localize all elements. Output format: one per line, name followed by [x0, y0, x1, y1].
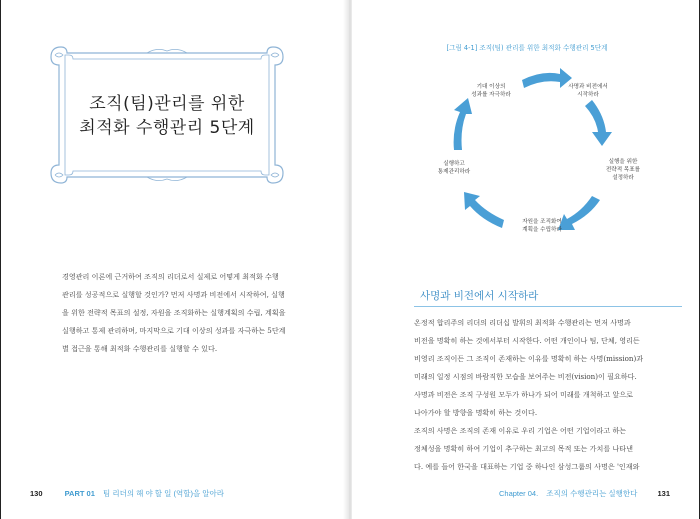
left-page	[0, 0, 348, 519]
page-number: 131	[657, 489, 670, 498]
right-page	[352, 0, 700, 519]
step-3-label: 자원을 조직화여 계획을 수립하라	[522, 219, 562, 233]
chapter-label: Chapter 04.	[498, 489, 539, 498]
title-frame	[47, 45, 287, 185]
left-folio	[30, 488, 224, 499]
chapter-running-title: 조직의 수행관리는 실행한다	[546, 489, 638, 498]
intro-paragraph: 경영관리 이론에 근거하여 조직의 리더로서 실제로 어떻게 최적화 수행 관리를 성공적으로 실행할 것인가? 먼저 사명과 비전에서 시작하여, 실행 을 위한 전략적 목표의 설정, 자원을 조직화하는 실행계획의 수립, 계획을 실행하고 통제 관리하며, 마지막으로 기대 이상의 성과를 자극하는 5단계 별 접근을 통해 최적화 수행관리를 실행할 수 있다.	[62, 272, 286, 353]
step-1-label: 사명과 비전에서 시작하라	[568, 84, 608, 98]
cycle-arrow-icon	[454, 98, 472, 150]
right-folio	[499, 488, 670, 499]
cycle-arrow-icon	[585, 100, 612, 146]
title-line-1: 조직(팀)관리를 위한	[89, 94, 245, 114]
cycle-arrow-icon	[464, 192, 504, 228]
page-number: 130	[30, 489, 43, 498]
step-4-label: 실행하고 통제관리하라	[437, 161, 471, 175]
step-2-label: 실행을 위한 전략적 목표를 설정하라	[605, 159, 641, 181]
chapter-title	[47, 92, 287, 140]
part-title: 팀 리더의 해 야 할 일 (역할)을 알아라	[103, 489, 225, 498]
section-divider	[414, 306, 682, 307]
title-line-2: 최적화 수행관리 5단계	[79, 118, 255, 138]
body-paragraph: 온정적 합리주의 리더의 리더십 발휘의 최적화 수행관리는 먼저 사명과 비전을 명확히 하는 것에서부터 시작한다. 어떤 개인이나 팀, 단체, 영리든 비영리 조직이든 그 조직이 존재하는 이유를 명확히 하는 사명(mission)과 미래의 일정 시점의 바람직한 모습을 보여주는 비전(vision)이 필요하다. 사명과 비전은 조직 구성원 모두가 하나가 되어 미래를 개척하고 앞으로 나아가야 할 방향을 명확히 하는 것이다. 조직의 사명은 조직의 존재 이유로 우리 기업은 어떤 기업이라고 하는 정체성을 명확히 하여 기업이 추구하는 최고의 목적 또는 가치를 나타낸 다. 예를 들어 한국을 대표하는 기업 중 하나인 삼성그룹의 사명은 '인재와	[414, 318, 644, 471]
figure-caption: [그림 4-1] 조직(팀) 관리를 위한 최적화 수행관리 5단계	[446, 44, 608, 52]
page-edge	[0, 0, 1, 519]
step-5-label: 기대 이상의 성과를 자극하라	[471, 84, 511, 98]
section-heading: 사명과 비전에서 시작하라	[420, 290, 539, 302]
part-label: PART 01	[64, 489, 95, 498]
